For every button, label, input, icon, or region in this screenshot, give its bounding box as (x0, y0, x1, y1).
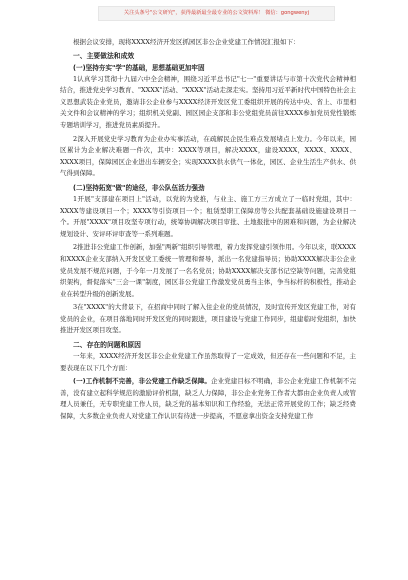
intro-paragraph: 根据会议安排，现将XXXX经济开发区抓园区非公企业党建工作情况汇报如下： (73, 38, 300, 46)
promo-banner (98, 6, 335, 21)
section2-sub1-heading: (一)工作机制不完善，非公党建工作缺乏保障。 (73, 377, 212, 386)
section1-sub2-paragraph3: 3在"XXXX"的大背景下，在招商中同时了解入住企业的党员情况，及时宣传开发区党建工作，对有党员的企业，在项目落地同时开发区党的同时跟进，项目建设与党建工作同步，组建临时党组织，加快推进开发区项目攻坚。 (60, 303, 356, 335)
section1-sub2-paragraph1: 1开展"支部建在项目上"活动，以党的为党推，与业主、施工方三方成立了一临时党组，其中：XXXX等建设项目一个；XXXX等引资项目一个；租赁型职工保障房等公共配套基础设施建设项目一个。开展"XXXX"项目攻坚专项行动，统筹协调解决项目审批、土地报批中的困难和问题，为企业解决规划设计、安评环评审查等一系列难题。 (60, 194, 356, 238)
document-body (60, 37, 356, 423)
section2-paragraph1: 一年来，XXXX经济开发区非公企业党建工作虽然取得了一定成效，但还存在一些问题和不足，主要表现在以下几个方面： (60, 352, 356, 372)
section1-sub1-heading: (一)坚持夯实"学"的基础，思想基础更加牢固 (73, 63, 205, 72)
section1-sub1-paragraph2: 2深入开展党史学习教育为企业办实事活动，在疏解民企民生难点发展堵点上发力。今年以来，园区累计为企业解决难题一件次，其中：XXXX等项目，解决XXXX，建设XXXX，XXXX、XXXX、XXXX项目，保障园区企业进出车辆安全；实现XXXX供水供气一体化，园区、企业生活生产供水、供气得到保障。 (60, 134, 356, 178)
section1-sub2-paragraph2: 2推进非公党建工作创新，加强"两新"组织引导管理，着力发挥党建引领作用。今年以来，联XXXX和XXXX企业支部纳入开发区党工委统一管理和督导，派出一名党建指导员；协助XXXX解决非公企业党员发展不规范问题，于今年一月发展了一名名党员；协助XXXX解决支部书记空缺等问题，完善党组织架构，督促落实"三会一课"制度，园区非公党建工作激发党员勇当主体，争当标杆的积极性，推动企业在转型升级的创新发展。 (60, 243, 356, 298)
section2-sub1-block (60, 376, 356, 422)
section2-sub1-paragraph: 企业党建目标不明确，非公企业党建工作机制不完善，没有建立起科学规范的激励评价机制，缺乏人力保障，非公企业党务工作者大都由企业负责人或管理人员兼任，无专职党建工作人员，缺乏党的基本知识和工作经验，无法正常开展党的工作；缺乏经费保障，大多数企业负责人对党建工作认识有待进一步提高，不愿意拿出资金支持党建工作 (60, 377, 356, 421)
section1-sub2-heading: (二)坚持拓宽"做"的途径，非公队伍活力强劲 (73, 183, 205, 192)
section1-sub1-paragraph1: 1认真学习贯彻十九届六中全会精神，围绕习近平总书记"七一"重要讲话与市第十次党代会精神相结合，推进党史学习教育、"XXXX"活动、"XXXX"活动走深走实。坚持用习近平新时代中国特色社会主义思想武装企业党员，邀请非公企业参与XXXX经济开发区党工委组织开展的传达中央、省上、市里相关文件和会议精神的学习；组织机关党副、园区园企支部和非公党组党员前往XXXX参加党员党性锻炼专题培训学习，推进党员素质提升。 (60, 74, 356, 129)
promo-banner-text: 关注头条号"公文研究"，获得最新最全最专业的公文资料库！ 微信：gongwenyj (123, 10, 310, 16)
section1-heading: 一、主要做法和成效 (73, 51, 135, 60)
section2-heading: 二、存在的问题和原因 (73, 341, 141, 350)
